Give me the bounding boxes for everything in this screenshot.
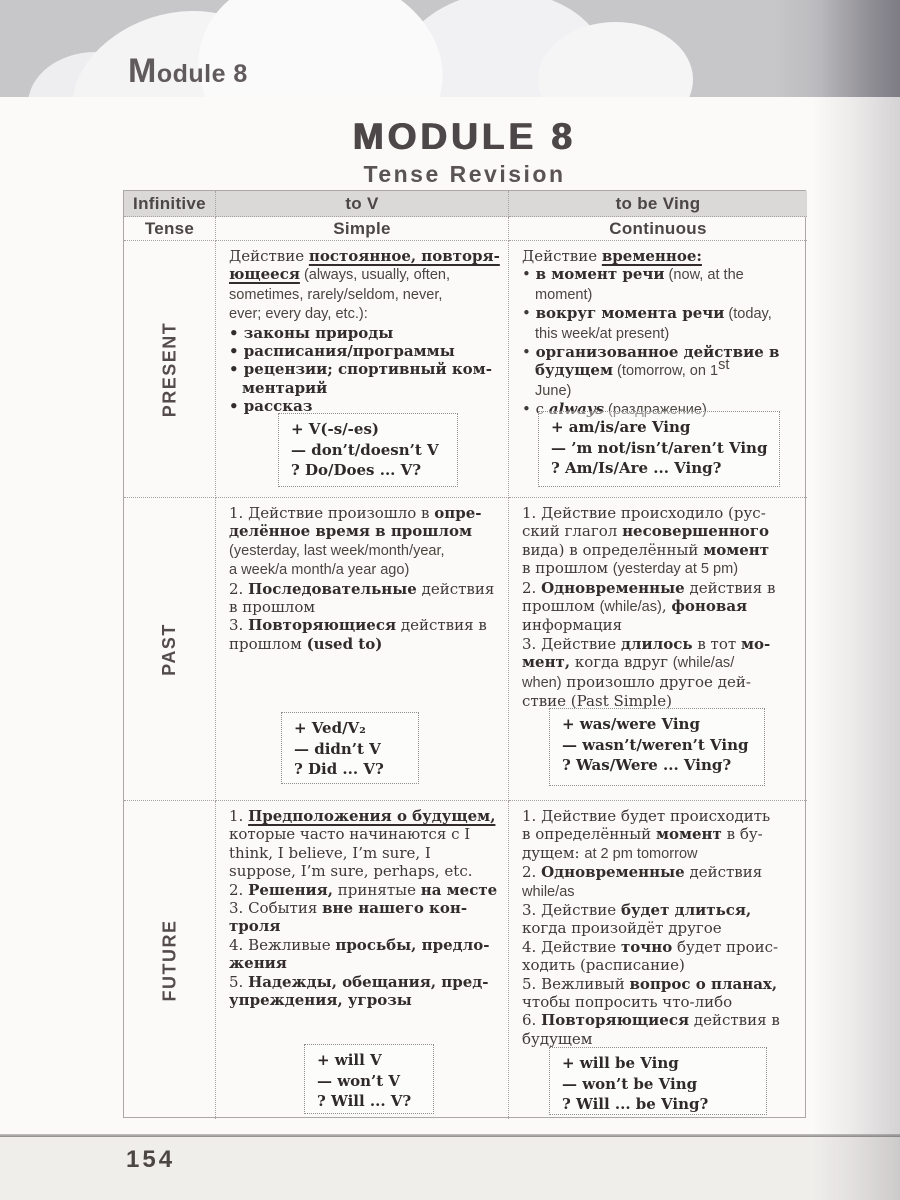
formula-line: — didn’t V (294, 739, 381, 758)
band-corner-shade (820, 0, 900, 97)
text-line: упреждения, угрозы (229, 991, 412, 1010)
text-line: мент, когда вдруг (while/as/ (522, 653, 735, 672)
text-line: Действие постоянное, повторя- (229, 247, 500, 265)
text-line: чтобы попросить что-либо (522, 993, 733, 1012)
tense-revision-table (123, 190, 806, 1118)
formula-line: ? Will ... V? (317, 1092, 412, 1110)
text-line: • законы природы (229, 323, 394, 342)
text-line: ходить (расписание) (522, 956, 685, 975)
formula-line: + will be Ving (562, 1054, 679, 1072)
future-continuous-cell (509, 801, 807, 1119)
present-continuous-cell (509, 241, 807, 498)
text-line: • вокруг момента речи (today, (522, 304, 772, 323)
tense-label-future (124, 801, 216, 1119)
text-line: think, I believe, I’m sure, I (229, 843, 431, 862)
text-line: 3. Действие длилось в тот мо- (522, 634, 771, 653)
text-line: • с always (раздражение) (522, 400, 707, 419)
text-line: прошлом (while/as), фоновая (522, 597, 748, 616)
text-line: moment) (535, 286, 593, 303)
text-line: 6. Повторяющиеся действия в (522, 1011, 780, 1030)
text-line: June) (535, 382, 572, 399)
past-continuous-formula-box (549, 708, 765, 786)
present-simple-formula-box (278, 413, 458, 487)
tense-label-past-text: PAST (158, 622, 179, 676)
formula-line: + was/were Ving (562, 715, 700, 733)
title-block (123, 116, 806, 188)
band-module-label: Module 8 (128, 52, 248, 90)
formula-line: — ’m not/isn’t/aren’t Ving (551, 438, 768, 457)
text-line: 3. События вне нашего кон- (229, 899, 468, 918)
formula-line: + V(-s/-es) (291, 420, 379, 438)
page-edge-shadow (812, 0, 900, 1200)
header-tense: Tense (124, 217, 216, 241)
text-line: • расписания/программы (229, 342, 455, 361)
text-line: в прошлом (yesterday at 5 pm) (522, 559, 739, 578)
formula-line: + Ved/V₂ (294, 719, 366, 737)
text-line: 3. Повторяющиеся действия в (229, 616, 487, 635)
text-line: while/as (522, 883, 575, 900)
text-line: в определённый момент в бу- (522, 825, 763, 844)
text-line: 1. Предположения о будущем, (229, 807, 496, 825)
text-line: информация (522, 616, 623, 635)
formula-line: ? Was/Were ... Ving? (562, 756, 732, 774)
text-line: 5. Надежды, обещания, пред- (229, 972, 489, 991)
text-line: this week/at present) (535, 325, 670, 342)
present-continuous-formula-box (538, 411, 780, 487)
page-title: MODULE 8 (352, 116, 577, 157)
text-line: будущем (522, 1029, 593, 1048)
text-line: вида) в определённый момент (522, 540, 770, 559)
text-line: ствие (Past Simple) (522, 692, 672, 711)
formula-line: — won’t V (317, 1071, 401, 1090)
text-line: 4. Действие точно будет проис- (522, 937, 779, 956)
text-line: sometimes, rarely/seldom, never, (229, 286, 443, 303)
header-to-v: to V (216, 191, 509, 217)
text-line: (yesterday, last week/month/year, (229, 542, 445, 559)
text-line: • организованное действие в (522, 343, 780, 362)
text-line: в прошлом (229, 598, 316, 617)
formula-line: — don’t/doesn’t V (291, 440, 439, 459)
text-line: 4. Вежливые просьбы, предло- (229, 935, 490, 954)
tense-label-present-text: PRESENT (159, 321, 179, 417)
text-line: ментарий (242, 378, 328, 397)
header-infinitive: Infinitive (124, 191, 216, 217)
header-to-be-ving: to be Ving (509, 191, 807, 217)
page-number: 154 (126, 1146, 176, 1173)
text-line: ющееся (always, usually, often, (229, 265, 451, 284)
formula-line: + am/is/are Ving (551, 418, 691, 436)
text-line: будущем (tomorrow, on 1st (535, 357, 730, 380)
text-line: 2. Решения, принятые на месте (229, 880, 498, 899)
text-line: 2. Одновременные действия (522, 863, 763, 882)
future-continuous-formula-box (549, 1047, 767, 1115)
future-simple-cell (216, 801, 509, 1119)
text-line: прошлом (used to) (229, 634, 383, 653)
text-line: when) произошло другое дей- (522, 672, 751, 691)
text-line: Действие временное: (522, 247, 702, 265)
text-line: 2. Последовательные действия (229, 579, 495, 598)
text-line: когда произойдёт другое (522, 919, 722, 938)
past-simple-formula-box (281, 712, 419, 784)
formula-line: ? Will ... be Ving? (562, 1095, 709, 1113)
past-continuous-cell (509, 498, 807, 801)
text-line: suppose, I’m sure, perhaps, etc. (229, 862, 473, 881)
module-header-band (0, 0, 900, 97)
text-line: жения (229, 954, 287, 973)
text-line: 1. Действие будет происходить (522, 807, 771, 825)
past-simple-cell (216, 498, 509, 801)
formula-line: ? Do/Does ... V? (291, 461, 422, 479)
formula-line: ? Am/Is/Are ... Ving? (551, 459, 722, 477)
formula-line: — wasn’t/weren’t Ving (562, 735, 749, 754)
text-line: ский глагол несовершенного (522, 522, 770, 541)
formula-line: ? Did ... V? (294, 760, 384, 778)
tense-label-future-text: FUTURE (159, 919, 179, 1001)
text-line: 3. Действие будет длиться, (522, 901, 752, 920)
text-line: делённое время в прошлом (229, 522, 473, 541)
text-line: 1. Действие произошло в опре- (229, 504, 482, 522)
text-line: • рассказ (229, 397, 313, 416)
text-line: 2. Одновременные действия в (522, 578, 776, 597)
text-line: которые часто начинаются с I (229, 825, 471, 844)
tense-label-present (124, 241, 216, 498)
tense-label-past (124, 498, 216, 801)
text-line: 1. Действие происходило (рус- (522, 504, 766, 522)
page-subtitle: Tense Revision (363, 161, 566, 187)
formula-line: — won’t be Ving (562, 1074, 698, 1093)
present-simple-cell (216, 241, 509, 498)
text-line: • рецензии; спортивный ком- (229, 360, 492, 379)
text-line: троля (229, 917, 281, 936)
text-line: ever; every day, etc.): (229, 306, 368, 323)
header-simple: Simple (216, 217, 509, 241)
text-line: 5. Вежливый вопрос о планах, (522, 974, 778, 993)
text-line: • в момент речи (now, at the (522, 265, 744, 284)
formula-line: + will V (317, 1051, 382, 1069)
text-line: a week/a month/a year ago) (229, 562, 410, 579)
text-line: дущем: at 2 pm tomorrow (522, 843, 698, 862)
header-continuous: Continuous (509, 217, 807, 241)
future-simple-formula-box (304, 1044, 434, 1114)
